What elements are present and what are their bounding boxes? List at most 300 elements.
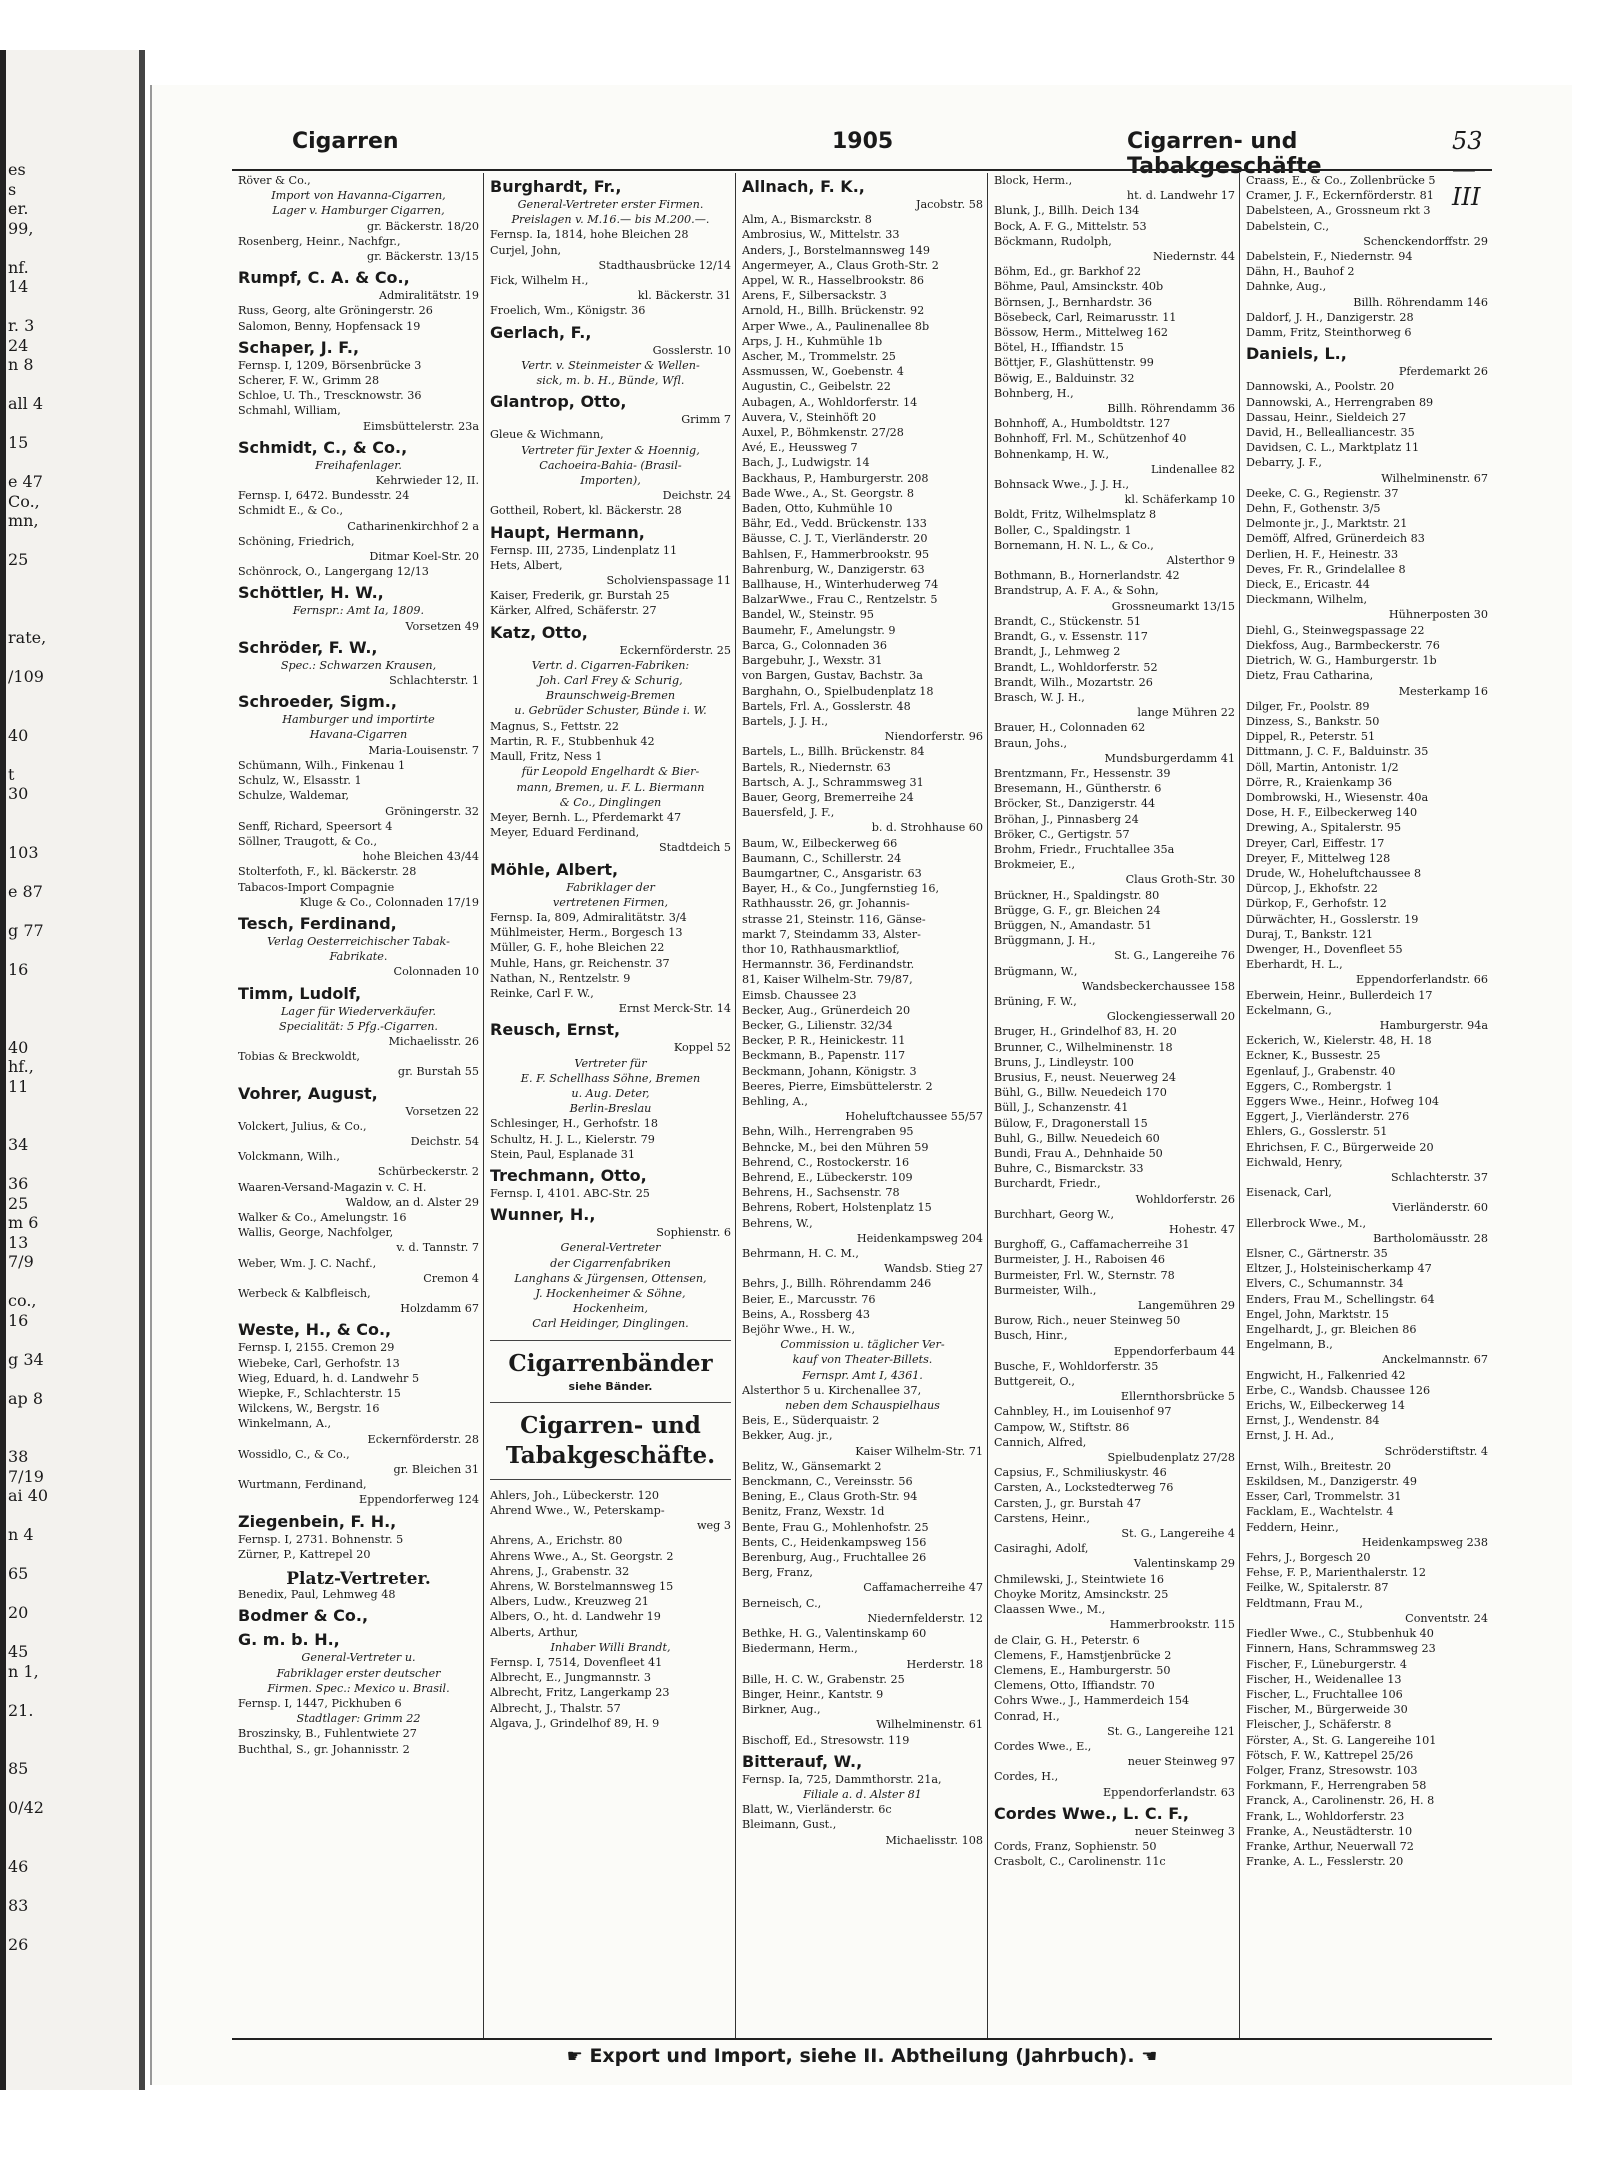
directory-entry: Berg, Franz, — [742, 1566, 813, 1580]
directory-entry: Fernsp. I, 1447, Pickhuben 6 — [238, 1697, 402, 1711]
entry-note: E. F. Schellhass Söhne, Bremen — [520, 1071, 701, 1085]
directory-entry: Wossidlo, C., & Co., — [238, 1447, 350, 1461]
directory-entry: Arens, F., Silbersackstr. 3 — [742, 289, 887, 303]
directory-entry: Brokmeier, E., — [994, 858, 1076, 872]
directory-entry: Böckmann, Rudolph, — [994, 234, 1112, 248]
directory-entry: Brentzmann, Fr., Hessenstr. 39 — [994, 766, 1171, 780]
directory-entry: Fischer, M., Bürgerweide 30 — [1246, 1703, 1408, 1717]
directory-entry: Beckmann, Johann, Königstr. 3 — [742, 1064, 917, 1078]
header-page-number: 53—III — [1452, 127, 1483, 211]
directory-entry: Dürkop, F., Gerhofstr. 12 — [1246, 897, 1387, 911]
directory-entry: Fernsp. Ia, 1814, hohe Bleichen 28 — [490, 228, 689, 242]
entry-address: Caffamacherreihe 47 — [863, 1581, 983, 1595]
footer-rule — [232, 2038, 1492, 2040]
fragment-line — [8, 1018, 128, 1038]
directory-entry: Schultz, H. J. L., Kielerstr. 79 — [490, 1132, 655, 1146]
directory-entry: Röver & Co., — [238, 174, 311, 187]
fragment-line: all 4 — [8, 394, 44, 413]
directory-entry: Hermannstr. 36, Ferdinandstr. — [742, 958, 915, 972]
fragment-line — [8, 804, 128, 824]
page-footer — [232, 2045, 1492, 2067]
fragment-line: 38 — [8, 1447, 29, 1466]
entry-address: Colonnaden 10 — [393, 965, 479, 979]
directory-entry: Enders, Frau M., Schellingstr. 64 — [1246, 1292, 1435, 1306]
fragment-line — [8, 375, 128, 395]
entry-address: Ditmar Koel-Str. 20 — [369, 550, 479, 564]
business-name: Schaper, J. F., — [238, 337, 360, 357]
entry-address: Scholvienspassage 11 — [606, 574, 731, 588]
entry-note: Cachoeira-Bahia- (Brasil- — [539, 458, 682, 472]
fragment-line — [8, 1272, 128, 1292]
directory-entry: Dreyer, Carl, Eiffestr. 17 — [1246, 836, 1385, 850]
entry-note: u. Aug. Deter, — [571, 1086, 650, 1100]
directory-entry: Forkmann, F., Herrengraben 58 — [1246, 1779, 1427, 1793]
fragment-line — [8, 1584, 128, 1604]
directory-entry: Ehrichsen, F. C., Bürgerweide 20 — [1246, 1140, 1434, 1154]
entry-address: Valentinskamp 29 — [1133, 1557, 1235, 1571]
directory-entry: Fischer, F., Lüneburgerstr. 4 — [1246, 1657, 1407, 1671]
directory-entry: Brohm, Friedr., Fruchtallee 35a — [994, 842, 1175, 856]
directory-entry: Dürcop, J., Ekhofstr. 22 — [1246, 882, 1378, 896]
entry-address: Vierländerstr. 60 — [1392, 1201, 1488, 1215]
business-name: Schmidt, C., & Co., — [238, 437, 408, 457]
directory-entry: Bethke, H. G., Valentinskamp 60 — [742, 1627, 927, 1641]
directory-entry: Eggert, J., Vierländerstr. 276 — [1246, 1110, 1410, 1124]
directory-entry: Franke, A., Neustädterstr. 10 — [1246, 1824, 1413, 1838]
fragment-line — [8, 609, 128, 629]
fragment-line: r. 3 — [8, 316, 35, 335]
directory-entry: Deves, Fr. R., Grindelallee 8 — [1246, 562, 1406, 576]
entry-address: Gosslerstr. 10 — [652, 343, 731, 357]
directory-entry: Schönrock, O., Langergang 12/13 — [238, 565, 429, 579]
directory-entry: Russ, Georg, alte Gröningerstr. 26 — [238, 304, 433, 318]
directory-entry: Bente, Frau G., Mohlenhofstr. 25 — [742, 1520, 929, 1534]
fragment-line: ai 40 — [8, 1486, 49, 1505]
entry-address: Hohestr. 47 — [1168, 1223, 1235, 1237]
directory-entry: Behncke, M., bei den Mühren 59 — [742, 1140, 929, 1154]
directory-entry: Buhre, C., Bismarckstr. 33 — [994, 1162, 1144, 1176]
directory-entry: Bülow, F., Dragonerstall 15 — [994, 1116, 1148, 1130]
directory-entry: Bock, A. F. G., Mittelstr. 53 — [994, 219, 1147, 233]
entry-address: Hühnerposten 30 — [1388, 608, 1488, 622]
directory-entry: Brandt, J., Lehmweg 2 — [994, 645, 1121, 659]
header-section: Cigarren — [292, 129, 399, 154]
fragment-line — [8, 862, 128, 882]
directory-entry: Clemens, E., Hamburgerstr. 50 — [994, 1663, 1171, 1677]
directory-entry: Brandt, L., Wohldorferstr. 52 — [994, 660, 1158, 674]
entry-address: Stadtdeich 5 — [659, 841, 731, 855]
fragment-line: er. — [8, 199, 29, 218]
directory-entry: Ascher, M., Trommelstr. 25 — [742, 350, 896, 364]
entry-note: Langhans & Jürgensen, Ottensen, — [514, 1271, 707, 1285]
fragment-line: co., — [8, 1291, 37, 1310]
entry-note: Freihafenlager. — [315, 458, 402, 472]
directory-entry: Franke, Arthur, Neuerwall 72 — [1246, 1839, 1414, 1853]
fragment-line: 99, — [8, 218, 34, 238]
directory-entry: Alsterthor 5 u. Kirchenallee 37, — [742, 1383, 922, 1397]
fragment-line: 40 — [8, 1037, 29, 1057]
directory-entry: Angermeyer, A., Claus Groth-Str. 2 — [742, 258, 939, 272]
directory-entry: Duraj, T., Bankstr. 121 — [1246, 927, 1373, 941]
entry-address: gr. Bäckerstr. 18/20 — [366, 219, 479, 233]
directory-entry: Eggers Wwe., Heinr., Hofweg 104 — [1246, 1094, 1439, 1108]
column-1 — [232, 173, 484, 2038]
directory-entry: Dilger, Fr., Poolstr. 89 — [1246, 699, 1370, 713]
fragment-line: nf. — [8, 257, 29, 277]
directory-entry: Brunner, C., Wilhelminenstr. 18 — [994, 1040, 1173, 1054]
directory-entry: Fleischer, J., Schäferstr. 8 — [1246, 1718, 1392, 1732]
directory-entry: Bejöhr Wwe., H. W., — [742, 1323, 856, 1337]
directory-entry: Ahrens, A., Erichstr. 80 — [490, 1534, 623, 1548]
directory-entry: Bröker, C., Gertigstr. 57 — [994, 827, 1130, 841]
directory-entry: Bayer, H., & Co., Jungfernstieg 16, — [742, 882, 940, 896]
entry-address: Admiralitätstr. 19 — [379, 289, 479, 303]
column-4 — [988, 173, 1240, 2038]
directory-entry: Eskildsen, M., Danzigerstr. 49 — [1246, 1475, 1417, 1489]
directory-entry: Schulze, Waldemar, — [238, 789, 350, 803]
directory-entry: Stolterfoth, F., kl. Bäckerstr. 28 — [238, 865, 417, 879]
entry-note: Preislagen v. M.16.— bis M.200.—. — [511, 213, 710, 227]
directory-entry: Schlesinger, H., Gerhofstr. 18 — [490, 1117, 658, 1131]
directory-entry: Burow, Rich., neuer Steinweg 50 — [994, 1314, 1181, 1328]
directory-entry: Fernsp. III, 2735, Lindenplatz 11 — [490, 543, 678, 557]
directory-entry: Bartels, Frl. A., Gosslerstr. 48 — [742, 699, 911, 713]
directory-entry: Winkelmann, A., — [238, 1417, 332, 1431]
directory-entry: Eckerich, W., Kielerstr. 48, H. 18 — [1246, 1034, 1432, 1048]
fragment-line — [8, 1681, 128, 1701]
directory-entry: Chmilewski, J., Steintwiete 16 — [994, 1572, 1164, 1586]
entry-address: Wilhelminenstr. 61 — [876, 1718, 983, 1732]
directory-entry: Eggers, C., Rombergstr. 1 — [1246, 1079, 1393, 1093]
directory-entry: Franck, A., Carolinenstr. 26, H. 8 — [1246, 1794, 1435, 1808]
business-name: Reusch, Ernst, — [490, 1020, 621, 1040]
directory-entry: Dreyer, F., Mittelweg 128 — [1246, 851, 1391, 865]
entry-note: Lager für Wiederverkäufer. — [280, 1004, 437, 1018]
directory-entry: Böwig, E., Balduinstr. 32 — [994, 371, 1135, 385]
directory-entry: Dabelstein, F., Niedernstr. 94 — [1246, 250, 1413, 264]
fragment-line — [8, 1837, 128, 1857]
entry-note: Carl Heidinger, Dinglingen. — [532, 1317, 689, 1331]
directory-entry: Werbeck & Kalbfleisch, — [238, 1286, 371, 1300]
directory-entry: Bohnhoff, Frl. M., Schützenhof 40 — [994, 432, 1187, 446]
directory-entry: Ellerbrock Wwe., M., — [1246, 1216, 1367, 1230]
entry-address: Ernst Merck-Str. 14 — [618, 1002, 731, 1016]
directory-entry: Diekfoss, Aug., Barmbeckerstr. 76 — [1246, 638, 1440, 652]
binding-edge — [0, 50, 6, 2090]
entry-note: Commission u. täglicher Ver- — [780, 1338, 945, 1352]
directory-entry: Böttjer, F., Glashüttenstr. 99 — [994, 356, 1154, 370]
directory-entry: Cahnbley, H., im Louisenhof 97 — [994, 1405, 1172, 1419]
entry-note: sick, m. b. H., Bünde, Wfl. — [536, 374, 685, 388]
business-name: Burghardt, Fr., — [490, 177, 622, 196]
fragment-line: n 8 — [8, 355, 34, 374]
directory-entry: Benitz, Franz, Wexstr. 1d — [742, 1505, 885, 1519]
directory-entry: Meyer, Eduard Ferdinand, — [490, 826, 640, 840]
fragment-line: Co., — [8, 491, 40, 511]
directory-entry: David, H., Bellealliancestr. 35 — [1246, 426, 1415, 440]
directory-entry: Bundi, Frau A., Dehnhaide 50 — [994, 1147, 1163, 1160]
directory-entry: Bekker, Aug. jr., — [742, 1429, 833, 1443]
directory-entry: Delmonte jr., J., Marktstr. 21 — [1246, 517, 1408, 531]
directory-entry: Beis, E., Süderquaistr. 2 — [742, 1414, 880, 1428]
directory-entry: Bleimann, Gust., — [742, 1818, 837, 1832]
directory-entry: Franke, A. L., Fesslerstr. 20 — [1246, 1855, 1404, 1869]
entry-address: Eimsbüttelerstr. 23a — [363, 419, 479, 433]
directory-entry: Zürner, P., Kattrepel 20 — [238, 1547, 371, 1561]
directory-entry: Barghahn, O., Spielbudenplatz 18 — [742, 684, 934, 698]
directory-entry: Wallis, George, Nachfolger, — [238, 1226, 394, 1240]
directory-entry: Bille, H. C. W., Grabenstr. 25 — [742, 1672, 905, 1686]
directory-entry: Claassen Wwe., M., — [994, 1603, 1106, 1617]
entry-address: Eppendorferlandstr. 63 — [1103, 1785, 1235, 1799]
business-name: Daniels, L., — [1246, 344, 1347, 364]
directory-entry: Eberwein, Heinr., Bullerdeich 17 — [1246, 988, 1433, 1002]
business-name: Tesch, Ferdinand, — [238, 913, 397, 933]
directory-entry: Dieck, E., Ericastr. 44 — [1246, 578, 1370, 592]
entry-address: Lindenallee 82 — [1150, 462, 1235, 476]
directory-entry: Ahrend Wwe., W., Peterskamp- — [490, 1504, 665, 1517]
directory-entry: Erichs, W., Eilbeckerweg 14 — [1246, 1399, 1405, 1413]
entry-note: Hamburger und importirte — [282, 713, 435, 727]
entry-address: Jacobstr. 58 — [915, 198, 983, 211]
directory-entry: Fischer, L., Fruchtallee 106 — [1246, 1687, 1403, 1701]
entry-address: Eppendorferlandstr. 66 — [1356, 973, 1488, 987]
directory-entry: markt 7, Steindamm 33, Alster- — [742, 927, 921, 941]
directory-entry: Ahrens, J., Grabenstr. 32 — [490, 1564, 630, 1578]
entry-address: Kehrwieder 12, II. — [375, 474, 479, 488]
directory-entry: Elsner, C., Gärtnerstr. 35 — [1246, 1247, 1388, 1261]
directory-entry: Braun, Johs., — [994, 736, 1068, 750]
directory-entry: Brüggmann, J. H., — [994, 934, 1096, 948]
fragment-line: 46 — [8, 1856, 29, 1876]
directory-entry: Brüning, F. W., — [994, 994, 1077, 1008]
directory-entry: Elvers, C., Schumannstr. 34 — [1246, 1277, 1404, 1291]
fragment-line — [8, 1915, 128, 1935]
entry-address: Conventstr. 24 — [1405, 1611, 1488, 1625]
directory-entry: Cannich, Alfred, — [994, 1435, 1087, 1449]
directory-entry: Müller, G. F., hohe Bleichen 22 — [490, 941, 665, 955]
directory-entry: Schmahl, William, — [238, 404, 341, 418]
directory-entry: Drude, W., Hoheluftchaussee 8 — [1246, 866, 1422, 880]
directory-entry: Becker, G., Lilienstr. 32/34 — [742, 1018, 893, 1032]
directory-entry: Dietrich, W. G., Hamburgerstr. 1b — [1246, 654, 1437, 668]
directory-entry: Engelmann, B., — [1246, 1338, 1333, 1352]
fragment-line: 11 — [8, 1076, 29, 1096]
directory-entry: Demöff, Alfred, Grünerdeich 83 — [1246, 532, 1425, 546]
business-name: Gerlach, F., — [490, 322, 592, 342]
fragment-line — [8, 648, 128, 668]
directory-entry: Brasch, W. J. H., — [994, 690, 1085, 704]
directory-entry: Bening, E., Claus Groth-Str. 94 — [742, 1490, 918, 1504]
entry-address: b. d. Strohhause 60 — [871, 821, 983, 835]
entry-address: Grossneumarkt 13/15 — [1111, 599, 1235, 613]
entry-address: Wohldorferstr. 26 — [1135, 1192, 1235, 1206]
entry-address: Niedernstr. 44 — [1152, 250, 1235, 264]
directory-entry: Boldt, Fritz, Wilhelmsplatz 8 — [994, 508, 1157, 522]
entry-address: Schürbeckerstr. 2 — [377, 1165, 479, 1179]
directory-entry: Brügge, G. F., gr. Bleichen 24 — [994, 903, 1161, 917]
directory-entry: Behrmann, H. C. M., — [742, 1247, 859, 1261]
directory-entry: Carstens, Heinr., — [994, 1511, 1090, 1525]
entry-address: Ellernthorsbrücke 5 — [1120, 1390, 1235, 1404]
directory-entry: Schloe, U. Th., Trescknowstr. 36 — [238, 389, 422, 403]
business-name: Trechmann, Otto, — [490, 1165, 647, 1185]
fragment-line — [8, 687, 128, 707]
directory-entry: Dassau, Heinr., Sieldeich 27 — [1246, 410, 1407, 424]
directory-entry: Belitz, W., Gänsemarkt 2 — [742, 1459, 882, 1473]
directory-entry: Froelich, Wm., Königstr. 36 — [490, 304, 646, 318]
entry-note: Verlag Oesterreichischer Tabak- — [267, 934, 450, 948]
fragment-line: ap 8 — [8, 1388, 44, 1408]
directory-entry: Fernsp. I, 1209, Börsenbrücke 3 — [238, 358, 422, 372]
directory-entry: Wiepke, F., Schlachterstr. 15 — [238, 1387, 401, 1400]
directory-entry: Drewing, A., Spitalerstr. 95 — [1246, 821, 1402, 835]
entry-address: weg 3 — [696, 1519, 731, 1533]
fragment-line — [8, 1369, 128, 1389]
entry-address: Schröderstiftstr. 4 — [1384, 1444, 1488, 1458]
directory-entry: Fernsp. I, 2731. Bohnenstr. 5 — [238, 1532, 404, 1546]
directory-entry: Beckmann, B., Papenstr. 117 — [742, 1049, 906, 1063]
directory-entry: Appel, W. R., Hasselbrookstr. 86 — [742, 274, 925, 288]
section-heading: Tabakgeschäfte. — [505, 1441, 716, 1469]
directory-entry: Reinke, Carl F. W., — [490, 986, 594, 1000]
directory-entry: Eimsb. Chaussee 23 — [742, 988, 857, 1002]
directory-entry: Rathhausstr. 26, gr. Johannis- — [742, 897, 910, 911]
business-name: Haupt, Hermann, — [490, 522, 645, 542]
directory-entry: Behrs, J., Billh. Röhrendamm 246 — [742, 1277, 932, 1291]
directory-entry: Brandt, C., Stückenstr. 51 — [994, 614, 1141, 628]
directory-entry: Ernst, J., Wendenstr. 84 — [1246, 1414, 1380, 1428]
directory-entry: Bartels, L., Billh. Brückenstr. 84 — [742, 745, 925, 759]
directory-entry: Bischoff, Ed., Stresowstr. 119 — [742, 1733, 910, 1747]
fragment-line: 83 — [8, 1895, 29, 1915]
fragment-line — [8, 531, 128, 551]
fragment-line: 16 — [8, 959, 29, 979]
pointing-hand-icon: ☛ — [566, 2046, 583, 2067]
directory-entry: 81, Kaiser Wilhelm-Str. 79/87, — [742, 973, 913, 987]
fragment-line — [8, 979, 128, 999]
directory-entry: Bahrenburg, W., Danzigerstr. 63 — [742, 562, 925, 576]
entry-address: Catharinenkirchhof 2 a — [347, 519, 479, 533]
directory-entry: von Bargen, Gustav, Bachstr. 3a — [742, 669, 923, 683]
entry-address: Stadthausbrücke 12/14 — [598, 258, 731, 272]
entry-address: Vorsetzen 49 — [405, 619, 479, 633]
entry-note: J. Hockenheimer & Söhne, — [535, 1286, 686, 1300]
directory-entry: Martin, R. F., Stubbenhuk 42 — [490, 734, 655, 748]
entry-note: & Co., Dinglingen — [559, 795, 662, 809]
entry-note: Braunschweig-Bremen — [545, 689, 676, 703]
directory-entry: Engel, John, Marktstr. 15 — [1246, 1307, 1390, 1321]
directory-entry: Bahlsen, F., Hammerbrookstr. 95 — [742, 547, 930, 561]
entry-note: Filiale a. d. Alster 81 — [803, 1787, 922, 1801]
entry-address: St. G., Langereihe 76 — [1114, 949, 1235, 963]
directory-entry: Böhme, Paul, Amsinckstr. 40b — [994, 280, 1164, 294]
directory-entry: Becker, P. R., Heinickestr. 11 — [742, 1034, 906, 1048]
directory-entry: Crasbolt, C., Carolinenstr. 11c — [994, 1855, 1166, 1869]
directory-entry: Burmeister, J. H., Raboisen 46 — [994, 1253, 1166, 1267]
directory-entry: Alberts, Arthur, — [490, 1625, 579, 1639]
directory-entry: Cramer, J. F., Eckernförderstr. 81 — [1246, 189, 1434, 203]
directory-entry: Fernsp. I, 6472. Bundesstr. 24 — [238, 489, 410, 503]
entry-note: Vertreter für Jexter & Hoennig, — [521, 443, 700, 457]
directory-entry: Bohnenkamp, H. W., — [994, 447, 1110, 461]
directory-entry: Behling, A., — [742, 1094, 808, 1108]
directory-entry: Bössow, Herm., Mittelweg 162 — [994, 326, 1169, 340]
entry-note: u. Gebrüder Schuster, Bünde i. W. — [514, 704, 707, 718]
directory-entry: Brüggen, N., Amandastr. 51 — [994, 918, 1152, 932]
directory-entry: Söllner, Traugott, & Co., — [238, 834, 378, 848]
directory-entry: Brandt, Wilh., Mozartstr. 26 — [994, 675, 1153, 689]
fragment-line: 45 — [8, 1642, 29, 1661]
fragment-line — [8, 414, 128, 434]
fragment-line — [8, 1428, 128, 1448]
business-name: Timm, Ludolf, — [238, 983, 362, 1003]
entry-address: gr. Bleichen 31 — [393, 1463, 479, 1477]
directory-entry: Dwenger, H., Dovenfleet 55 — [1246, 942, 1403, 956]
fragment-line: 34 — [8, 1135, 29, 1154]
directory-entry: Eberhardt, H. L., — [1246, 958, 1343, 972]
entry-address: Billh. Röhrendamm 36 — [1107, 402, 1235, 416]
directory-entry: Algava, J., Grindelhof 89, H. 9 — [490, 1716, 660, 1730]
directory-entry: Benckmann, C., Vereinsstr. 56 — [742, 1475, 913, 1489]
entry-note: Inhaber Willi Brandt, — [550, 1640, 671, 1654]
directory-entry: BalzarWwe., Frau C., Rentzelstr. 5 — [742, 593, 938, 607]
directory-entry: Becker, Aug., Grünerdeich 20 — [742, 1003, 911, 1017]
entry-note: Importen), — [580, 474, 641, 488]
entry-address: Gröningerstr. 32 — [385, 804, 479, 818]
fragment-line: n 4 — [8, 1525, 34, 1544]
directory-entry: Wiebeke, Carl, Gerhofstr. 13 — [238, 1356, 400, 1370]
directory-entry: Bösebeck, Carl, Reimarusstr. 11 — [994, 310, 1177, 324]
directory-entry: Kaiser, Frederik, gr. Burstah 25 — [490, 589, 670, 603]
directory-entry: Eltzer, J., Holsteinischerkamp 47 — [1246, 1262, 1432, 1276]
page-gutter — [139, 50, 145, 2090]
entry-note: für Leopold Engelhardt & Bier- — [521, 765, 700, 779]
section-subheading: siehe Bänder. — [568, 1379, 653, 1393]
directory-entry: Bauer, Georg, Bremerreihe 24 — [742, 790, 914, 804]
directory-entry: Arper Wwe., A., Paulinenallee 8b — [742, 319, 930, 333]
entry-address: Kaiser Wilhelm-Str. 71 — [855, 1444, 983, 1458]
entry-note: Import von Havanna-Cigarren, — [271, 189, 446, 203]
fragment-line: s — [8, 179, 17, 199]
directory-entry: Bühl, G., Billw. Neuedeich 170 — [994, 1086, 1167, 1100]
directory-entry: strasse 21, Steinstr. 116, Gänse- — [742, 912, 926, 926]
directory-entry: Ernst, J. H. Ad., — [1246, 1429, 1335, 1443]
directory-entry: Dittmann, J. C. F., Balduinstr. 35 — [1246, 745, 1429, 759]
fragment-line: 13 — [8, 1232, 29, 1252]
directory-entry: Dannowski, A., Herrengraben 89 — [1246, 395, 1434, 409]
fragment-line: 40 — [8, 725, 29, 745]
business-name: Wunner, H., — [490, 1205, 596, 1225]
directory-entry: Assmussen, W., Goebenstr. 4 — [742, 365, 904, 379]
fragment-line: 103 — [8, 842, 39, 862]
entry-address: Deichstr. 54 — [410, 1134, 479, 1148]
directory-entry: Burchhart, Georg W., — [994, 1207, 1115, 1221]
entry-address: gr. Bäckerstr. 13/15 — [366, 250, 479, 264]
directory-entry: Kärker, Alfred, Schäferstr. 27 — [490, 604, 657, 618]
directory-entry: Baumgartner, C., Ansgaristr. 63 — [742, 866, 922, 880]
previous-page-fragment — [8, 160, 128, 1954]
directory-entry: Fehse, F. P., Marienthalerstr. 12 — [1246, 1566, 1427, 1580]
directory-entry: Cordes, H., — [994, 1770, 1059, 1784]
directory-entry: Bandel, W., Steinstr. 95 — [742, 608, 875, 622]
business-name: Bitterauf, W., — [742, 1751, 863, 1771]
fragment-line — [8, 823, 128, 843]
directory-entry: Bröhan, J., Pinnasberg 24 — [994, 812, 1139, 826]
directory-entry: Böhm, Ed., gr. Barkhof 22 — [994, 265, 1142, 279]
directory-entry: Fischer, H., Weidenallee 13 — [1246, 1672, 1402, 1686]
directory-entry: Craass, E., & Co., Zollenbrücke 5 — [1246, 174, 1436, 187]
